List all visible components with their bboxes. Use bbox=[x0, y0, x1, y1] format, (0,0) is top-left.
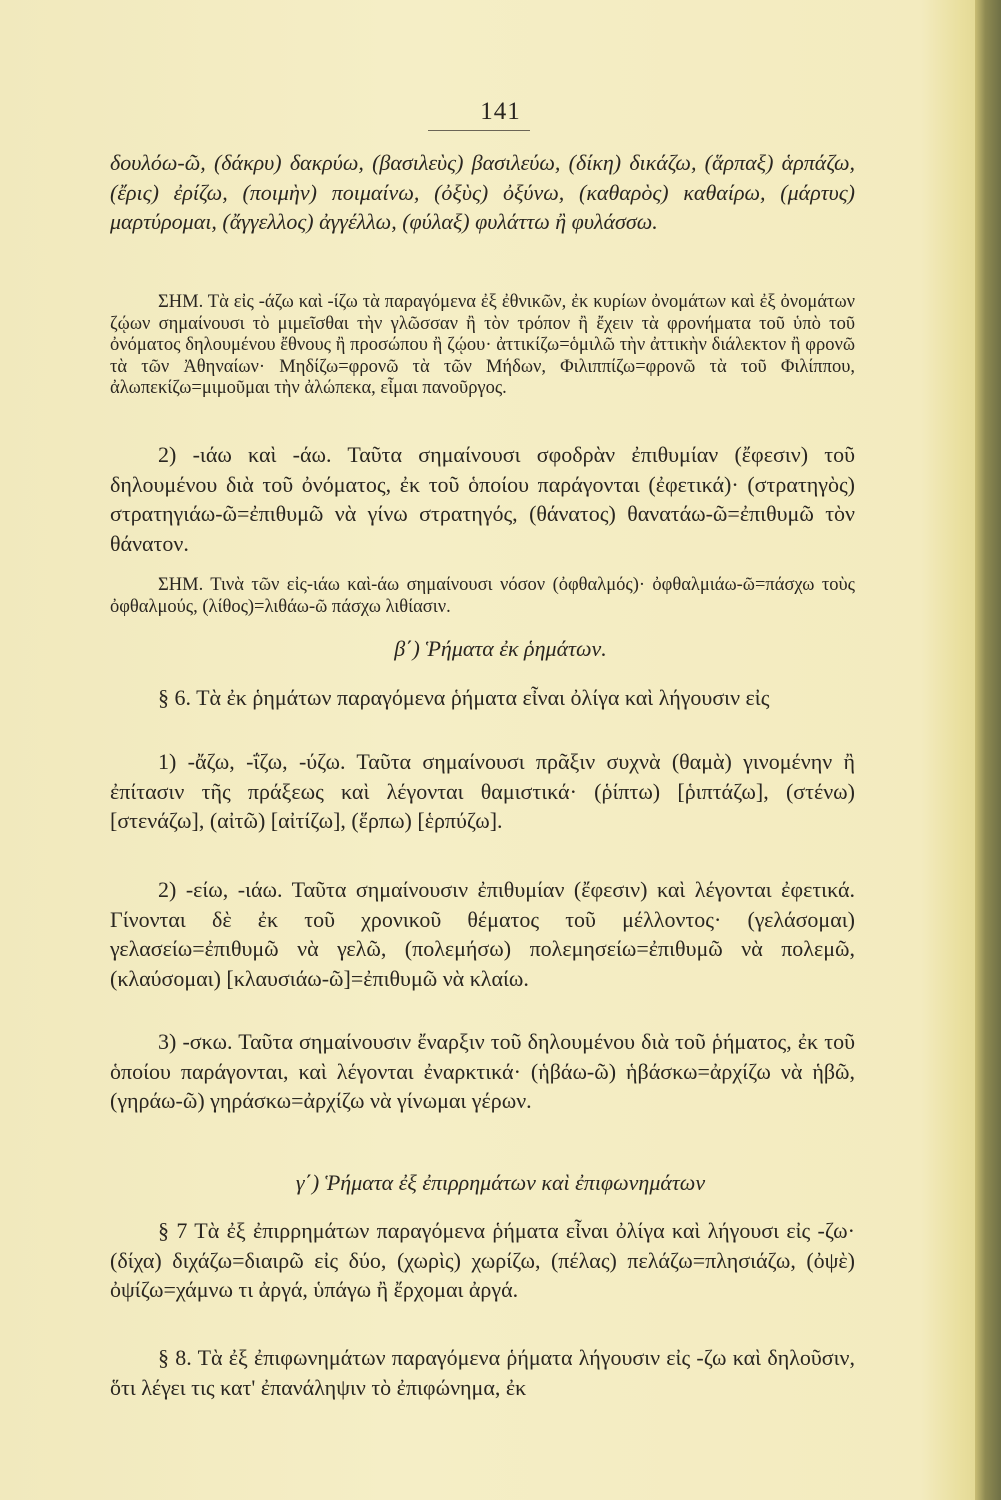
paragraph-3: § 6. Τὰ ἐκ ῥημάτων παραγόμενα ῥήματα εἶναι ὀλίγα καὶ λήγουσιν εἰς bbox=[158, 685, 770, 710]
note-1: ΣΗΜ. Τὰ εἰς -άζω καὶ -ίζω τὰ παραγόμενα ἐξ ἐθνικῶν, ἐκ κυρίων ὀνομάτων καὶ ἐξ ὀνομάτων ζῴων σημαίνουσι τὸ μιμεῖσθαι τὴν γλῶσσαν ἢ τὸν τρόπον ἢ ἔχειν τὰ φρονήματα τοῦ ὑπὸ τοῦ ὀνόματος δηλουμένου ἔθνους ἢ προσώπου ἢ ζῴου· ἀττικίζω=ὁμιλῶ τὴν ἀττικὴν διάλεκτον ἢ φρονῶ τὰ τῶν Ἀθηναίων· Μηδίζω=φρονῶ τὰ τῶν Μήδων, Φιλιππίζω=φρονῶ τὰ τοῦ Φιλίππου, ἀλωπεκίζω=μιμοῦμαι τὴν ἀλώπεκα, εἶμαι πανοῦργος. bbox=[110, 292, 855, 398]
section-heading-beta: β΄) Ῥήματα ἐκ ῥημάτων. bbox=[394, 636, 607, 661]
paragraph-1: δουλόω-ῶ, (δάκρυ) δακρύω, (βασιλεὺς) βασιλεύω, (δίκη) δικάζω, (ἅρπαξ) ἁρπάζω, (ἔρις) ἐρίζω, (ποιμὴν) ποιμαίνω, (ὀξὺς) ὀξύνω, (καθαρὸς) καθαίρω, (μάρτυς) μαρτύρομαι, (ἄγγελλος) ἀγγέλλω, (φύλαξ) φυλάττω ἢ φυλάσσω. bbox=[110, 150, 855, 234]
book-edge bbox=[975, 0, 1001, 1500]
paragraph-7: § 7 Τὰ ἐξ ἐπιρρημάτων παραγόμενα ῥήματα εἶναι ὀλίγα καὶ λήγουσι εἰς -ζω· (δίχα) διχάζω=διαιρῶ εἰς δύο, (χωρὶς) χωρίζω, (πέλας) πελάζω=πλησιάζω, (ὀψὲ) ὀψίζω=χάμνω τι ἀργά, ὑπάγω ἢ ἔρχομαι ἀργά. bbox=[110, 1218, 855, 1302]
paragraph-5: 2) -είω, -ιάω. Ταῦτα σημαίνουσιν ἐπιθυμίαν (ἔφεσιν) καὶ λέγονται ἐφετικά. Γίνονται δὲ ἐκ τοῦ χρονικοῦ θέματος τοῦ μέλλοντος· (γελάσομαι) γελασείω=ἐπιθυμῶ νὰ γελῶ, (πολεμήσω) πολεμησείω=ἐπιθυμῶ νὰ πολεμῶ, (κλαύσομαι) [κλαυσιάω-ῶ]=ἐπιθυμῶ νὰ κλαίω. bbox=[110, 877, 855, 991]
paragraph-4: 1) -ἄζω, -ΐζω, -ύζω. Ταῦτα σημαίνουσι πρᾶξιν συχνὰ (θαμὰ) γινομένην ἢ ἐπίτασιν τῆς πράξεως καὶ λέγονται θαμιστικά· (ῥίπτω) [ῥιπτάζω], (στένω) [στενάζω], (αἰτῶ) [αἰτίζω], (ἕρπω) [ἑρπύζω]. bbox=[110, 749, 855, 833]
page-number-rule bbox=[428, 130, 530, 131]
note-2: ΣΗΜ. Τινὰ τῶν εἰς-ιάω καὶ-άω σημαίνουσι νόσον (ὀφθαλμός)· ὀφθαλμιάω-ῶ=πάσχω τοὺς ὀφθαλμούς, (λίθος)=λιθάω-ῶ πάσχω λιθίασιν. bbox=[110, 575, 855, 617]
paragraph-2: 2) -ιάω καὶ -άω. Ταῦτα σημαίνουσι σφοδρὰν ἐπιθυμίαν (ἔφεσιν) τοῦ δηλουμένου διὰ τοῦ ὀνόματος, ἐκ τοῦ ὁποίου παράγονται (ἐφετικά)· (στρατηγὸς) στρατηγιάω-ῶ=ἐπιθυμῶ νὰ γίνω στρατηγός, (θάνατος) θανατάω-ῶ=ἐπιθυμῶ τὸν θάνατον. bbox=[110, 442, 855, 556]
paragraph-8: § 8. Τὰ ἐξ ἐπιφωνημάτων παραγόμενα ῥήματα λήγουσιν εἰς -ζω καὶ δηλοῦσιν, ὅτι λέγει τις κατ' ἐπανάληψιν τὸ ἐπιφώνημα, ἐκ bbox=[110, 1345, 855, 1400]
section-heading-gamma: γ΄) Ῥήματα ἐξ ἐπιρρημάτων καὶ ἐπιφωνημάτων bbox=[295, 1170, 706, 1195]
paragraph-6: 3) -σκω. Ταῦτα σημαίνουσιν ἔναρξιν τοῦ δηλουμένου διὰ τοῦ ῥήματος, ἐκ τοῦ ὁποίου παράγονται, καὶ λέγονται ἐναρκτικά· (ἡβάω-ῶ) ἡβάσκω=ἀρχίζω νὰ ἡβῶ, (γηράω-ῶ) γηράσκω=ἀρχίζω νὰ γίνωμαι γέρων. bbox=[110, 1029, 855, 1113]
page-number: 141 bbox=[480, 98, 521, 125]
